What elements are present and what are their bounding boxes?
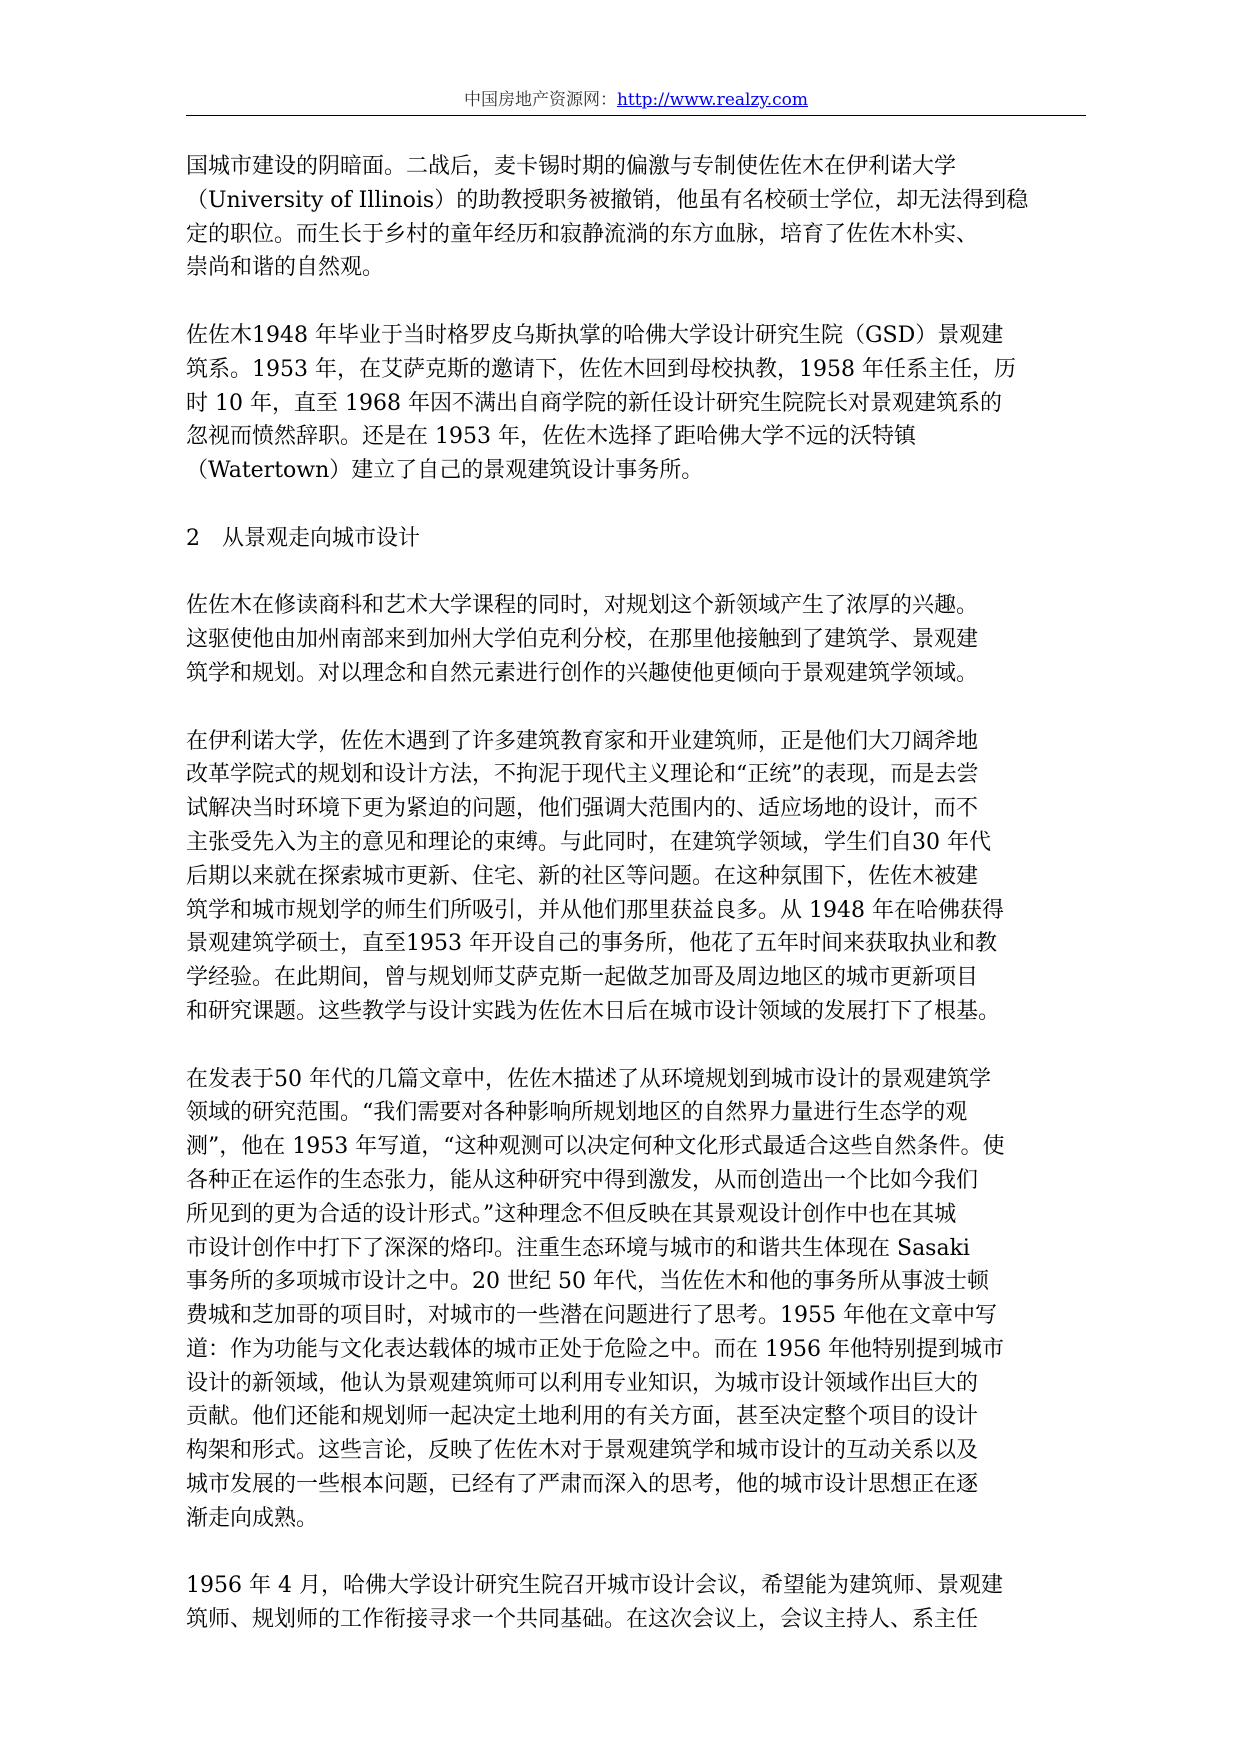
- text-line: 学经验。在此期间，曾与规划师艾萨克斯一起做芝加哥及周边地区的城市更新项目: [186, 965, 979, 991]
- text-line: 构架和形式。这些言论，反映了佐佐木对于景观建筑学和城市设计的互动关系以及: [186, 1438, 979, 1464]
- text-line: 领域的研究范围。“我们需要对各种影响所规划地区的自然界力量进行生态学的观: [186, 1100, 968, 1126]
- text-line: 试解决当时环境下更为紧迫的问题，他们强调大范围内的、适应场地的设计，而不: [186, 796, 979, 822]
- text-line: 在发表于50 年代的几篇文章中，佐佐木描述了从环境规划到城市设计的景观建筑学: [186, 1066, 991, 1092]
- text-line: 市设计创作中打下了深深的烙印。注重生态环境与城市的和谐共生体现在 Sasaki: [186, 1235, 970, 1261]
- section-heading: [186, 522, 1086, 556]
- text-line: 测”，他在 1953 年写道，“这种观测可以决定何种文化形式最适合这些自然条件。使: [186, 1134, 1005, 1160]
- text-line: 2 从景观走向城市设计: [186, 525, 420, 551]
- text-line: 所见到的更为合适的设计形式。”这种理念不但反映在其景观设计创作中也在其城: [186, 1201, 957, 1227]
- text-line: 后期以来就在探索城市更新、住宅、新的社区等问题。在这种氛围下，佐佐木被建: [186, 863, 979, 889]
- paragraph: [186, 1063, 1086, 1536]
- text-line: 和研究课题。这些教学与设计实践为佐佐木日后在城市设计领域的发展打下了根基。: [186, 998, 1001, 1024]
- text-line: 事务所的多项城市设计之中。20 世纪 50 年代，当佐佐木和他的事务所从事波士顿: [186, 1269, 989, 1295]
- paragraph: [186, 319, 1086, 488]
- text-line: 改革学院式的规划和设计方法，不拘泥于现代主义理论和“正统”的表现，而是去尝: [186, 762, 979, 788]
- paragraph-gap: [186, 691, 1086, 725]
- text-line: 崇尚和谐的自然观。: [186, 255, 385, 281]
- text-line: 贡献。他们还能和规划师一起决定土地利用的有关方面，甚至决定整个项目的设计: [186, 1404, 979, 1430]
- text-line: 各种正在运作的生态张力，能从这种研究中得到激发，从而创造出一个比如今我们: [186, 1167, 979, 1193]
- header-divider: [186, 115, 1086, 116]
- text-line: 设计的新领域，他认为景观建筑师可以利用专业知识，为城市设计领域作出巨大的: [186, 1370, 979, 1396]
- page-header: [186, 88, 1086, 112]
- paragraph-gap: [186, 285, 1086, 319]
- text-line: （University of Illinois）的助教授职务被撤销，他虽有名校硕士学位，却无法得到稳: [186, 187, 1029, 213]
- text-line: 城市发展的一些根本问题，已经有了严肃而深入的思考，他的城市设计思想正在逐: [186, 1472, 979, 1498]
- site-url-link[interactable]: http://www.realzy.com: [616, 90, 809, 110]
- site-name: 中国房地产资源网：: [463, 90, 617, 110]
- text-line: 景观建筑学硕士，直至1953 年开设自己的事务所，他花了五年时间来获取执业和教: [186, 931, 997, 957]
- text-line: 在伊利诺大学，佐佐木遇到了许多建筑教育家和开业建筑师，正是他们大刀阔斧地: [186, 728, 979, 754]
- text-line: 国城市建设的阴暗面。二战后，麦卡锡时期的偏激与专制使佐佐木在伊利诺大学: [186, 154, 957, 179]
- text-line: 定的职位。而生长于乡村的童年经历和寂静流淌的东方血脉，培育了佐佐木朴实、: [186, 221, 979, 247]
- text-line: 筑师、规划师的工作衔接寻求一个共同基础。在这次会议上，会议主持人、系主任: [186, 1607, 979, 1633]
- text-line: （Watertown）建立了自己的景观建筑设计事务所。: [186, 458, 704, 484]
- text-line: 筑学和规划。对以理念和自然元素进行创作的兴趣使他更倾向于景观建筑学领域。: [186, 660, 979, 686]
- text-line: 这驱使他由加州南部来到加州大学伯克利分校，在那里他接触到了建筑学、景观建: [186, 627, 979, 653]
- paragraph-gap: [186, 1536, 1086, 1570]
- text-line: 渐走向成熟。: [186, 1505, 319, 1531]
- text-line: 道：作为功能与文化表达载体的城市正处于危险之中。而在 1956 年他特别提到城市: [186, 1336, 1004, 1362]
- paragraph-gap: [186, 1029, 1086, 1063]
- text-line: 筑学和城市规划学的师生们所吸引，并从他们那里获益良多。从 1948 年在哈佛获得: [186, 897, 1004, 923]
- text-line: 忽视而愤然辞职。还是在 1953 年，佐佐木选择了距哈佛大学不远的沃特镇: [186, 424, 916, 450]
- document-body: [186, 150, 1086, 1637]
- text-line: 佐佐木1948 年毕业于当时格罗皮乌斯执掌的哈佛大学设计研究生院（GSD）景观建: [186, 322, 1004, 348]
- text-line: 1956 年 4 月，哈佛大学设计研究生院召开城市设计会议，希望能为建筑师、景观建: [186, 1573, 1003, 1599]
- paragraph: [186, 1569, 1086, 1637]
- text-line: 费城和芝加哥的项目时，对城市的一些潜在问题进行了思考。1955 年他在文章中写: [186, 1303, 997, 1329]
- text-line: 时 10 年，直至 1968 年因不满出自商学院的新任设计研究生院院长对景观建筑系的: [186, 390, 1002, 416]
- text-line: 佐佐木在修读商科和艺术大学课程的同时，对规划这个新领域产生了浓厚的兴趣。: [186, 593, 979, 619]
- paragraph: [186, 725, 1086, 1029]
- text-line: 筑系。1953 年，在艾萨克斯的邀请下，佐佐木回到母校执教，1958 年任系主任，历: [186, 356, 1016, 382]
- paragraph: [186, 589, 1086, 690]
- paragraph: [186, 150, 1086, 285]
- paragraph-gap: [186, 556, 1086, 590]
- text-line: 主张受先入为主的意见和理论的束缚。与此同时，在建筑学领域，学生们自30 年代: [186, 829, 991, 855]
- paragraph-gap: [186, 488, 1086, 522]
